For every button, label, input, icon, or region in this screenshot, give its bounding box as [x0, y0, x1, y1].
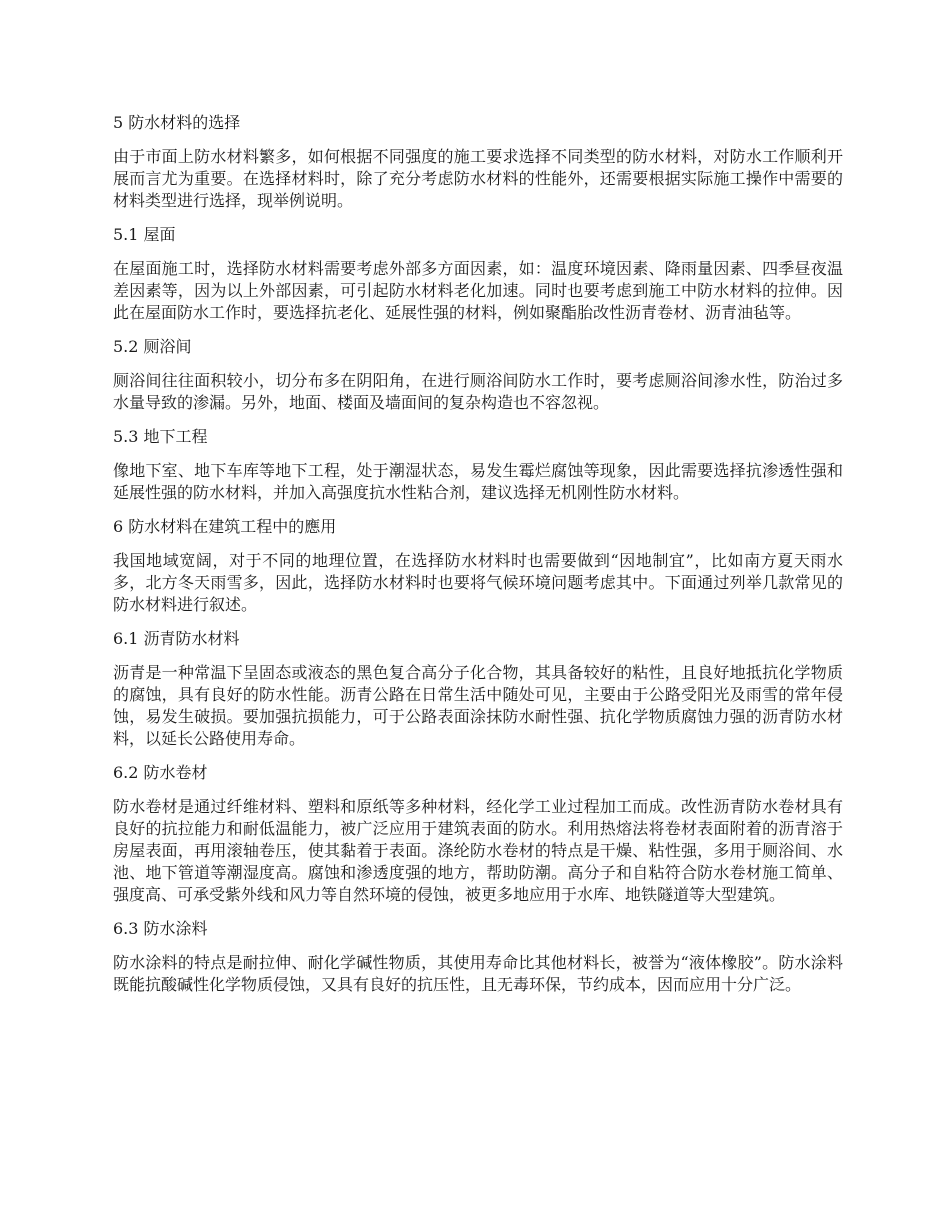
paragraph-5-2-bathroom: 厕浴间往往面积较小，切分布多在阴阳角，在进行厕浴间防水工作时，要考虑厕浴间渗水性，防治过多水量导致的渗漏。另外，地面、楼面及墙面间的复杂构造也不容忽视。 — [113, 371, 843, 412]
section-heading-5-3: 5.3 地下工程 — [113, 427, 208, 446]
paragraph-5-1-roof: 在屋面施工时，选择防水材料需要考虑外部多方面因素，如：温度环境因素、降雨量因素、四季昼夜温差因素等，因为以上外部因素，可引起防水材料老化加速。同时也要考虑到施工中防水材料的拉伸。因此在屋面防水工作时，要选择抗老化、延展性强的材料，例如聚酯胎改性沥青卷材、沥青油毡等。 — [113, 259, 843, 322]
paragraph-6-1-asphalt: 沥青是一种常温下呈固态或液态的黑色复合高分子化合物，其具备较好的粘性，且良好地抵抗化学物质的腐蚀，具有良好的防水性能。沥青公路在日常生活中随处可见，主要由于公路受阳光及雨雪的常年侵蚀，易发生破损。要加强抗损能力，可于公路表面涂抹防水耐性强、抗化学物质腐蚀力强的沥青防水材料，以延长公路使用寿命。 — [113, 663, 843, 748]
section-heading-5-1: 5.1 屋面 — [113, 225, 176, 244]
paragraph-6-3-coating: 防水涂料的特点是耐拉伸、耐化学碱性物质，其使用寿命比其他材料长，被誉为“液体橡胶”。防水涂料既能抗酸碱性化学物质侵蚀，又具有良好的抗压性，且无毒环保，节约成本，因而应用十分广泛。 — [113, 953, 843, 994]
section-heading-6: 6 防水材料在建筑工程中的應用 — [113, 517, 337, 536]
paragraph-6-intro: 我国地域宽阔，对于不同的地理位置，在选择防水材料时也需要做到“因地制宜”，比如南方夏天雨水多，北方冬天雨雪多，因此，选择防水材料时也要将气候环境问题考虑其中。下面通过列举几款常见的防水材料进行叙述。 — [113, 551, 843, 614]
section-heading-6-2: 6.2 防水卷材 — [113, 763, 208, 782]
section-heading-5-2: 5.2 厕浴间 — [113, 337, 192, 356]
paragraph-5-3-underground: 像地下室、地下车库等地下工程，处于潮湿状态，易发生霉烂腐蚀等现象，因此需要选择抗渗透性强和延展性强的防水材料，并加入高强度抗水性粘合剂，建议选择无机刚性防水材料。 — [113, 461, 843, 502]
section-heading-5: 5 防水材料的选择 — [113, 113, 241, 132]
document-page — [113, 112, 843, 1008]
section-heading-6-3: 6.3 防水涂料 — [113, 919, 208, 938]
section-heading-6-1: 6.1 沥青防水材料 — [113, 629, 240, 648]
paragraph-6-2-membrane: 防水卷材是通过纤维材料、塑料和原纸等多种材料，经化学工业过程加工而成。改性沥青防水卷材具有良好的抗拉能力和耐低温能力，被广泛应用于建筑表面的防水。利用热熔法将卷材表面附着的沥青溶于房屋表面，再用滚轴卷压，使其黏着于表面。涤纶防水卷材的特点是干燥、粘性强，多用于厕浴间、水池、地下管道等潮湿度高。腐蚀和渗透度强的地方，帮助防潮。高分子和自粘符合防水卷材施工简单、强度高、可承受紫外线和风力等自然环境的侵蚀，被更多地应用于水库、地铁隧道等大型建筑。 — [113, 797, 843, 904]
paragraph-5-intro: 由于市面上防水材料繁多，如何根据不同强度的施工要求选择不同类型的防水材料，对防水工作顺利开展而言尤为重要。在选择材料时，除了充分考虑防水材料的性能外，还需要根据实际施工操作中需要的材料类型进行选择，现举例说明。 — [113, 147, 843, 210]
